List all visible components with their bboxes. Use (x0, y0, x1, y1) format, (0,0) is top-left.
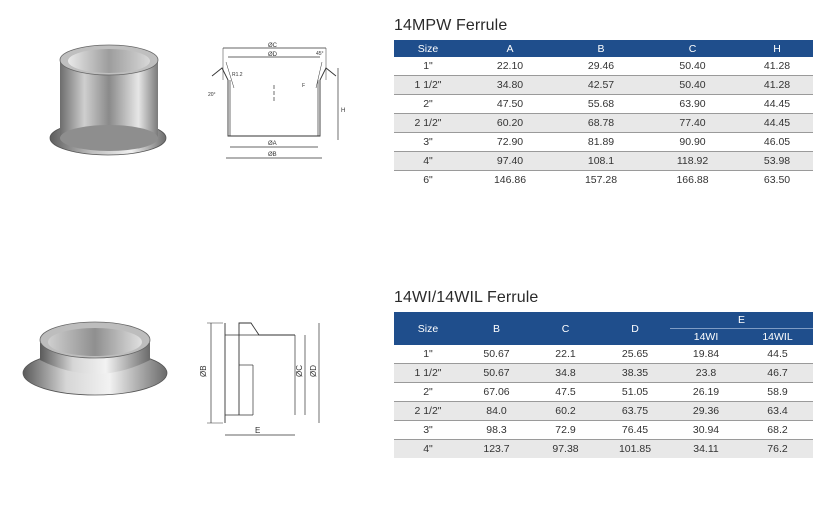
table-cell: 108.1 (558, 152, 644, 171)
header-a: A (462, 40, 558, 57)
table-cell: 41.28 (741, 76, 813, 95)
table-cell: 50.40 (644, 76, 741, 95)
table-cell: 19.84 (670, 345, 742, 364)
table-cell: 60.20 (462, 114, 558, 133)
table-cell: 97.40 (462, 152, 558, 171)
product1-title: 14MPW Ferrule (394, 17, 508, 34)
table-cell: 157.28 (584, 174, 618, 186)
table-cell: 76.45 (600, 421, 670, 440)
table-cell: 123.7 (462, 440, 531, 459)
table-cell: 2" (394, 95, 462, 114)
table-cell: 29.36 (670, 402, 742, 421)
table-cell: 84.0 (462, 402, 531, 421)
spec-table-14wi (394, 312, 813, 458)
label-f: F (302, 83, 306, 89)
table-cell: 58.9 (742, 383, 813, 402)
ferrule-14wi-drawing (193, 315, 343, 445)
table-cell: 63.50 (763, 174, 791, 186)
table-cell: 72.9 (531, 421, 600, 440)
table-cell: 29.46 (558, 57, 644, 76)
label-dc2: ØC (295, 365, 304, 377)
label-dd2: ØD (309, 365, 318, 377)
table-cell: 22.10 (462, 57, 558, 76)
label-r12: R1.2 (232, 72, 243, 78)
table-cell: 23.8 (670, 364, 742, 383)
table-cell: 44.5 (742, 345, 813, 364)
table-cell: 98.3 (462, 421, 531, 440)
table-row (394, 440, 813, 459)
header-c: C (644, 40, 741, 57)
table-cell: 34.11 (670, 440, 742, 459)
label-e: E (255, 426, 261, 435)
header-b: B (558, 40, 644, 57)
table-row (394, 133, 813, 152)
label-45: 45° (316, 51, 324, 57)
table-header-row (394, 312, 813, 329)
table-cell: 77.40 (644, 114, 741, 133)
table-cell: 166.88 (676, 174, 709, 186)
table-cell: 68.78 (558, 114, 644, 133)
table-row (394, 383, 813, 402)
header-d: D (600, 312, 670, 345)
table-row (394, 364, 813, 383)
table-cell: 1 1/2" (394, 364, 462, 383)
label-db: ØB (268, 152, 277, 158)
table-cell: 38.35 (600, 364, 670, 383)
header-b: B (462, 312, 531, 345)
table-cell: 97.38 (531, 440, 600, 459)
header-14wi: 14WI (670, 329, 742, 346)
table-cell: 2" (394, 383, 462, 402)
table-cell: 53.98 (741, 152, 813, 171)
table-row (394, 171, 813, 190)
label-da: ØA (268, 141, 277, 147)
table-row (394, 152, 813, 171)
table-row (394, 57, 813, 76)
table-cell: 146.86 (493, 174, 527, 186)
table-cell: 118.92 (644, 152, 741, 171)
table-cell: 68.2 (742, 421, 813, 440)
table-cell: 67.06 (462, 383, 531, 402)
label-h: H (341, 108, 346, 114)
table-row (394, 345, 813, 364)
table-cell: 4" (394, 152, 462, 171)
table-cell: 76.2 (742, 440, 813, 459)
table-cell: 1" (394, 345, 462, 364)
table-cell: 26.19 (670, 383, 742, 402)
table-row (394, 402, 813, 421)
table-cell: 30.94 (670, 421, 742, 440)
header-c: C (531, 312, 600, 345)
table-cell: 63.90 (644, 95, 741, 114)
table-cell: 3" (394, 133, 462, 152)
table-row (394, 76, 813, 95)
table-cell: 6" (423, 174, 433, 186)
table-cell: 25.65 (600, 345, 670, 364)
table-cell: 55.68 (558, 95, 644, 114)
header-size: Size (394, 40, 462, 57)
table-row (394, 114, 813, 133)
table-cell: 1 1/2" (394, 76, 462, 95)
product2-title: 14WI/14WIL Ferrule (394, 289, 539, 306)
table-cell: 46.7 (742, 364, 813, 383)
table-cell: 50.67 (462, 364, 531, 383)
table-cell: 60.2 (531, 402, 600, 421)
label-db2: ØB (199, 365, 208, 377)
ferrule-14wi-photo (20, 318, 170, 398)
table-cell: 44.45 (741, 114, 813, 133)
header-size: Size (394, 312, 462, 345)
table-cell: 42.57 (558, 76, 644, 95)
header-14wil: 14WIL (742, 329, 813, 346)
label-dc: ØC (268, 43, 277, 49)
spec-table-14mpw (394, 40, 813, 189)
table-cell: 47.5 (531, 383, 600, 402)
header-e: E (670, 312, 813, 329)
table-cell: 2 1/2" (394, 402, 462, 421)
table-cell: 41.28 (741, 57, 813, 76)
table-cell: 22.1 (531, 345, 600, 364)
table-cell: 50.67 (462, 345, 531, 364)
label-dd: ØD (268, 52, 277, 58)
table-cell: 3" (394, 421, 462, 440)
table-header-row (394, 40, 813, 57)
table-cell: 34.8 (531, 364, 600, 383)
table-cell: 72.90 (462, 133, 558, 152)
table-cell: 44.45 (741, 95, 813, 114)
table-row (394, 95, 813, 114)
table-cell: 63.4 (742, 402, 813, 421)
table-cell: 90.90 (644, 133, 741, 152)
table-cell: 2 1/2" (394, 114, 462, 133)
label-20: 20° (208, 92, 216, 98)
table-cell: 51.05 (600, 383, 670, 402)
table-cell: 34.80 (462, 76, 558, 95)
table-cell: 46.05 (741, 133, 813, 152)
table-cell: 47.50 (462, 95, 558, 114)
table-row (394, 421, 813, 440)
table-cell: 63.75 (600, 402, 670, 421)
table-cell: 50.40 (644, 57, 741, 76)
table-cell: 4" (394, 440, 462, 459)
ferrule-14mpw-photo (42, 38, 177, 160)
table-cell: 101.85 (600, 440, 670, 459)
ferrule-14mpw-drawing (198, 40, 358, 175)
table-cell: 1" (394, 57, 462, 76)
header-h: H (741, 40, 813, 57)
table-cell: 81.89 (558, 133, 644, 152)
